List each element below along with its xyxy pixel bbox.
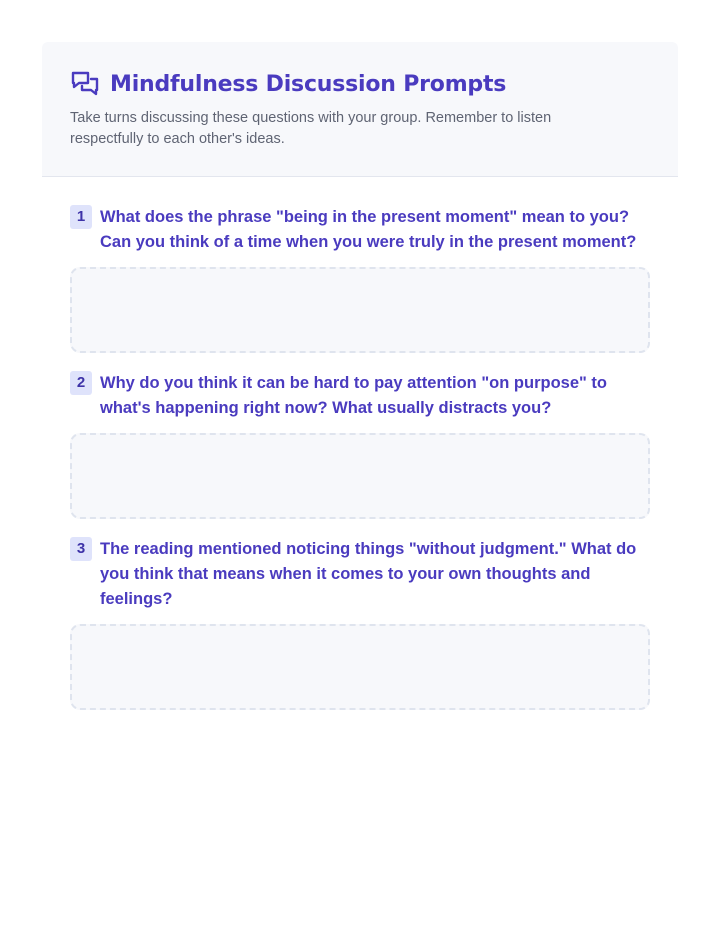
page-title: Mindfulness Discussion Prompts — [110, 71, 507, 97]
title-row — [70, 68, 650, 100]
answer-box-1[interactable] — [70, 267, 650, 353]
question-text: The reading mentioned noticing things "without judgment." What do you think that means when it comes to your own thoughts and feelings? — [100, 540, 637, 608]
answer-box-3[interactable] — [70, 624, 650, 710]
question-text: Why do you think it can be hard to pay attention "on purpose" to what's happening right now? What usually distracts you? — [100, 374, 607, 417]
question-list — [42, 177, 678, 710]
question-item-2 — [70, 371, 650, 519]
question-number-badge: 3 — [70, 537, 92, 561]
question-item-3 — [70, 537, 650, 710]
question-item-1 — [70, 205, 650, 353]
question-number-badge: 1 — [70, 205, 92, 229]
instructions-text: Take turns discussing these questions with your group. Remember to listen respectfully to each other's ideas. — [70, 110, 552, 147]
question-number-badge: 2 — [70, 371, 92, 395]
answer-box-2[interactable] — [70, 433, 650, 519]
worksheet-card — [42, 42, 678, 728]
worksheet-header — [42, 42, 678, 177]
chat-bubbles-icon — [70, 69, 100, 99]
question-text: What does the phrase "being in the present moment" mean to you? Can you think of a time when you were truly in the present moment? — [100, 208, 637, 251]
